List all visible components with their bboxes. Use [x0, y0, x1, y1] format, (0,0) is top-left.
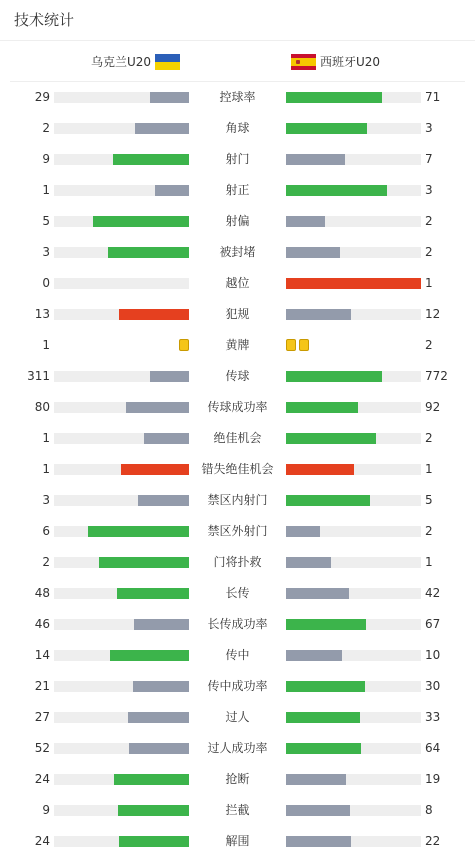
ukraine-flag-icon [155, 54, 180, 70]
home-bar-track [54, 619, 189, 630]
home-bar-track [54, 402, 189, 413]
away-value: 1 [425, 555, 433, 569]
stat-label: 被封堵 [219, 245, 256, 259]
home-bar [99, 557, 189, 568]
home-bar [138, 495, 189, 506]
home-bar-track [54, 154, 189, 165]
away-bar [286, 216, 325, 227]
away-value: 1 [425, 462, 433, 476]
stat-row [0, 299, 475, 330]
away-bar-track [286, 154, 421, 165]
stat-row [0, 423, 475, 454]
home-value: 2 [42, 121, 50, 135]
away-bar-track [286, 805, 421, 816]
home-bar-track [54, 495, 189, 506]
stat-row [0, 671, 475, 702]
away-bar [286, 588, 349, 599]
away-bar [286, 805, 350, 816]
stat-row [0, 237, 475, 268]
away-value: 12 [425, 307, 441, 321]
stat-label: 传球成功率 [207, 400, 268, 414]
home-bar [135, 123, 189, 134]
away-bar-track [286, 650, 421, 661]
stat-label: 控球率 [219, 90, 256, 104]
away-value: 64 [425, 741, 441, 755]
stat-label: 错失绝佳机会 [201, 462, 274, 476]
away-bar [286, 154, 345, 165]
away-bar [286, 309, 351, 320]
away-yellow-cards [286, 339, 309, 351]
away-bar-track [286, 557, 421, 568]
stat-row [0, 361, 475, 392]
stat-label: 射正 [225, 183, 250, 197]
away-bar-track [286, 619, 421, 630]
home-team-name: 乌克兰U20 [90, 55, 151, 69]
away-bar-track [286, 433, 421, 444]
away-bar [286, 92, 382, 103]
stats-list [0, 82, 475, 857]
stat-row [0, 392, 475, 423]
yellow-card-icon [299, 339, 309, 351]
home-bar-track [54, 805, 189, 816]
home-bar [93, 216, 189, 227]
away-bar-track [286, 185, 421, 196]
home-bar-track [54, 464, 189, 475]
yellow-card-icon [179, 339, 189, 351]
away-value: 2 [425, 214, 433, 228]
stat-label: 绝佳机会 [213, 431, 262, 445]
home-value: 2 [42, 555, 50, 569]
home-value: 1 [42, 183, 50, 197]
spain-flag-icon [291, 54, 316, 70]
away-value: 8 [425, 803, 433, 817]
stat-label: 射偏 [225, 214, 250, 228]
home-bar [110, 650, 189, 661]
home-value: 311 [27, 369, 50, 383]
stat-label: 越位 [225, 276, 250, 290]
away-bar-track [286, 712, 421, 723]
stat-row [0, 206, 475, 237]
stat-label: 长传成功率 [207, 617, 268, 631]
stat-label: 犯规 [225, 307, 250, 321]
home-value: 13 [34, 307, 50, 321]
home-value: 6 [42, 524, 50, 538]
home-value: 52 [34, 741, 50, 755]
away-value: 7 [425, 152, 433, 166]
stat-label: 黄牌 [225, 338, 250, 352]
stat-row [0, 454, 475, 485]
home-bar-track [54, 526, 189, 537]
stat-label: 门将扑救 [213, 555, 262, 569]
stat-row [0, 547, 475, 578]
away-value: 10 [425, 648, 441, 662]
home-value: 1 [42, 338, 50, 352]
away-bar [286, 371, 382, 382]
home-bar [114, 774, 189, 785]
away-bar-track [286, 309, 421, 320]
stat-label: 过人 [225, 710, 250, 724]
away-bar [286, 557, 331, 568]
home-value: 48 [34, 586, 50, 600]
home-value: 80 [34, 400, 50, 414]
away-bar [286, 774, 346, 785]
stat-label: 禁区外射门 [207, 524, 268, 538]
away-bar-track [286, 526, 421, 537]
away-bar-track [286, 774, 421, 785]
away-value: 2 [425, 431, 433, 445]
away-team [291, 53, 380, 70]
home-value: 1 [42, 462, 50, 476]
home-value: 24 [34, 772, 50, 786]
away-bar-track [286, 371, 421, 382]
home-bar [119, 309, 189, 320]
away-bar-track [286, 495, 421, 506]
home-bar-track [54, 836, 189, 847]
away-value: 3 [425, 121, 433, 135]
stat-row [0, 609, 475, 640]
stat-row [0, 485, 475, 516]
stat-row [0, 268, 475, 299]
home-bar-track [54, 433, 189, 444]
away-value: 22 [425, 834, 441, 848]
away-value: 1 [425, 276, 433, 290]
home-bar [121, 464, 189, 475]
home-value: 29 [34, 90, 50, 104]
home-bar-track [54, 774, 189, 785]
away-value: 92 [425, 400, 441, 414]
home-bar [150, 371, 189, 382]
home-bar-track [54, 681, 189, 692]
home-bar-track [54, 712, 189, 723]
stat-label: 禁区内射门 [207, 493, 268, 507]
stat-row [0, 826, 475, 857]
stat-row [0, 516, 475, 547]
home-value: 9 [42, 803, 50, 817]
away-bar-track [286, 216, 421, 227]
away-bar-track [286, 402, 421, 413]
stat-label: 抢断 [225, 772, 250, 786]
away-value: 71 [425, 90, 441, 104]
home-bar-track [54, 216, 189, 227]
home-bar [118, 805, 189, 816]
home-value: 21 [34, 679, 50, 693]
home-value: 14 [34, 648, 50, 662]
teams-header [10, 41, 465, 82]
home-bar [88, 526, 189, 537]
away-bar [286, 681, 365, 692]
stat-row [0, 113, 475, 144]
away-bar-track [286, 278, 421, 289]
home-bar [128, 712, 189, 723]
stat-row [0, 702, 475, 733]
home-bar [113, 154, 189, 165]
home-bar-track [54, 247, 189, 258]
stat-label: 拦截 [225, 803, 250, 817]
away-bar-track [286, 681, 421, 692]
away-bar [286, 495, 370, 506]
stat-row [0, 640, 475, 671]
home-bar-track [54, 185, 189, 196]
home-yellow-cards [179, 339, 189, 351]
away-bar-track [286, 92, 421, 103]
stat-label: 角球 [225, 121, 250, 135]
home-bar-track [54, 123, 189, 134]
away-value: 33 [425, 710, 441, 724]
stat-row [0, 733, 475, 764]
home-value: 46 [34, 617, 50, 631]
stat-row [0, 795, 475, 826]
home-bar [129, 743, 189, 754]
stat-row [0, 82, 475, 113]
away-value: 42 [425, 586, 441, 600]
stat-row [0, 144, 475, 175]
away-bar [286, 836, 351, 847]
home-value: 24 [34, 834, 50, 848]
home-value: 0 [42, 276, 50, 290]
away-bar [286, 743, 361, 754]
home-bar [133, 681, 189, 692]
home-bar-track [54, 92, 189, 103]
away-bar-track [286, 588, 421, 599]
away-value: 2 [425, 245, 433, 259]
stat-label: 解围 [225, 834, 250, 848]
stat-label: 长传 [225, 586, 250, 600]
home-team [91, 53, 180, 70]
away-value: 19 [425, 772, 441, 786]
home-bar [108, 247, 189, 258]
away-value: 2 [425, 338, 433, 352]
away-bar-track [286, 247, 421, 258]
away-bar-track [286, 743, 421, 754]
away-bar-track [286, 123, 421, 134]
away-bar-track [286, 836, 421, 847]
stat-row [0, 764, 475, 795]
away-bar [286, 123, 367, 134]
away-value: 30 [425, 679, 441, 693]
home-value: 3 [42, 493, 50, 507]
stat-label: 传中 [225, 648, 250, 662]
yellow-card-icon [286, 339, 296, 351]
stat-label: 过人成功率 [207, 741, 268, 755]
home-value: 3 [42, 245, 50, 259]
home-bar-track [54, 557, 189, 568]
away-bar [286, 526, 320, 537]
away-bar [286, 464, 354, 475]
away-bar [286, 433, 376, 444]
stat-row [0, 578, 475, 609]
page-title: 技术统计 [0, 0, 475, 41]
home-value: 9 [42, 152, 50, 166]
home-bar-track [54, 588, 189, 599]
away-value: 5 [425, 493, 433, 507]
away-bar [286, 185, 387, 196]
home-bar [134, 619, 189, 630]
home-value: 5 [42, 214, 50, 228]
away-team-name: 西班牙U20 [320, 55, 381, 69]
stat-row [0, 175, 475, 206]
away-bar [286, 712, 360, 723]
away-bar [286, 619, 366, 630]
away-bar [286, 402, 358, 413]
home-bar [144, 433, 189, 444]
away-value: 3 [425, 183, 433, 197]
home-bar [117, 588, 189, 599]
home-bar-track [54, 650, 189, 661]
away-value: 67 [425, 617, 441, 631]
home-value: 1 [42, 431, 50, 445]
away-bar [286, 278, 421, 289]
stat-label: 传球 [225, 369, 250, 383]
away-bar-track [286, 464, 421, 475]
away-value: 2 [425, 524, 433, 538]
stat-label: 射门 [225, 152, 250, 166]
home-bar-track [54, 309, 189, 320]
away-bar [286, 650, 342, 661]
home-bar-track [54, 371, 189, 382]
home-bar [155, 185, 189, 196]
away-value: 772 [425, 369, 448, 383]
home-bar-track [54, 278, 189, 289]
home-bar [126, 402, 189, 413]
home-bar [150, 92, 189, 103]
stat-label: 传中成功率 [207, 679, 268, 693]
home-bar-track [54, 743, 189, 754]
stat-row [0, 330, 475, 361]
away-bar [286, 247, 340, 258]
home-bar [119, 836, 189, 847]
home-value: 27 [34, 710, 50, 724]
